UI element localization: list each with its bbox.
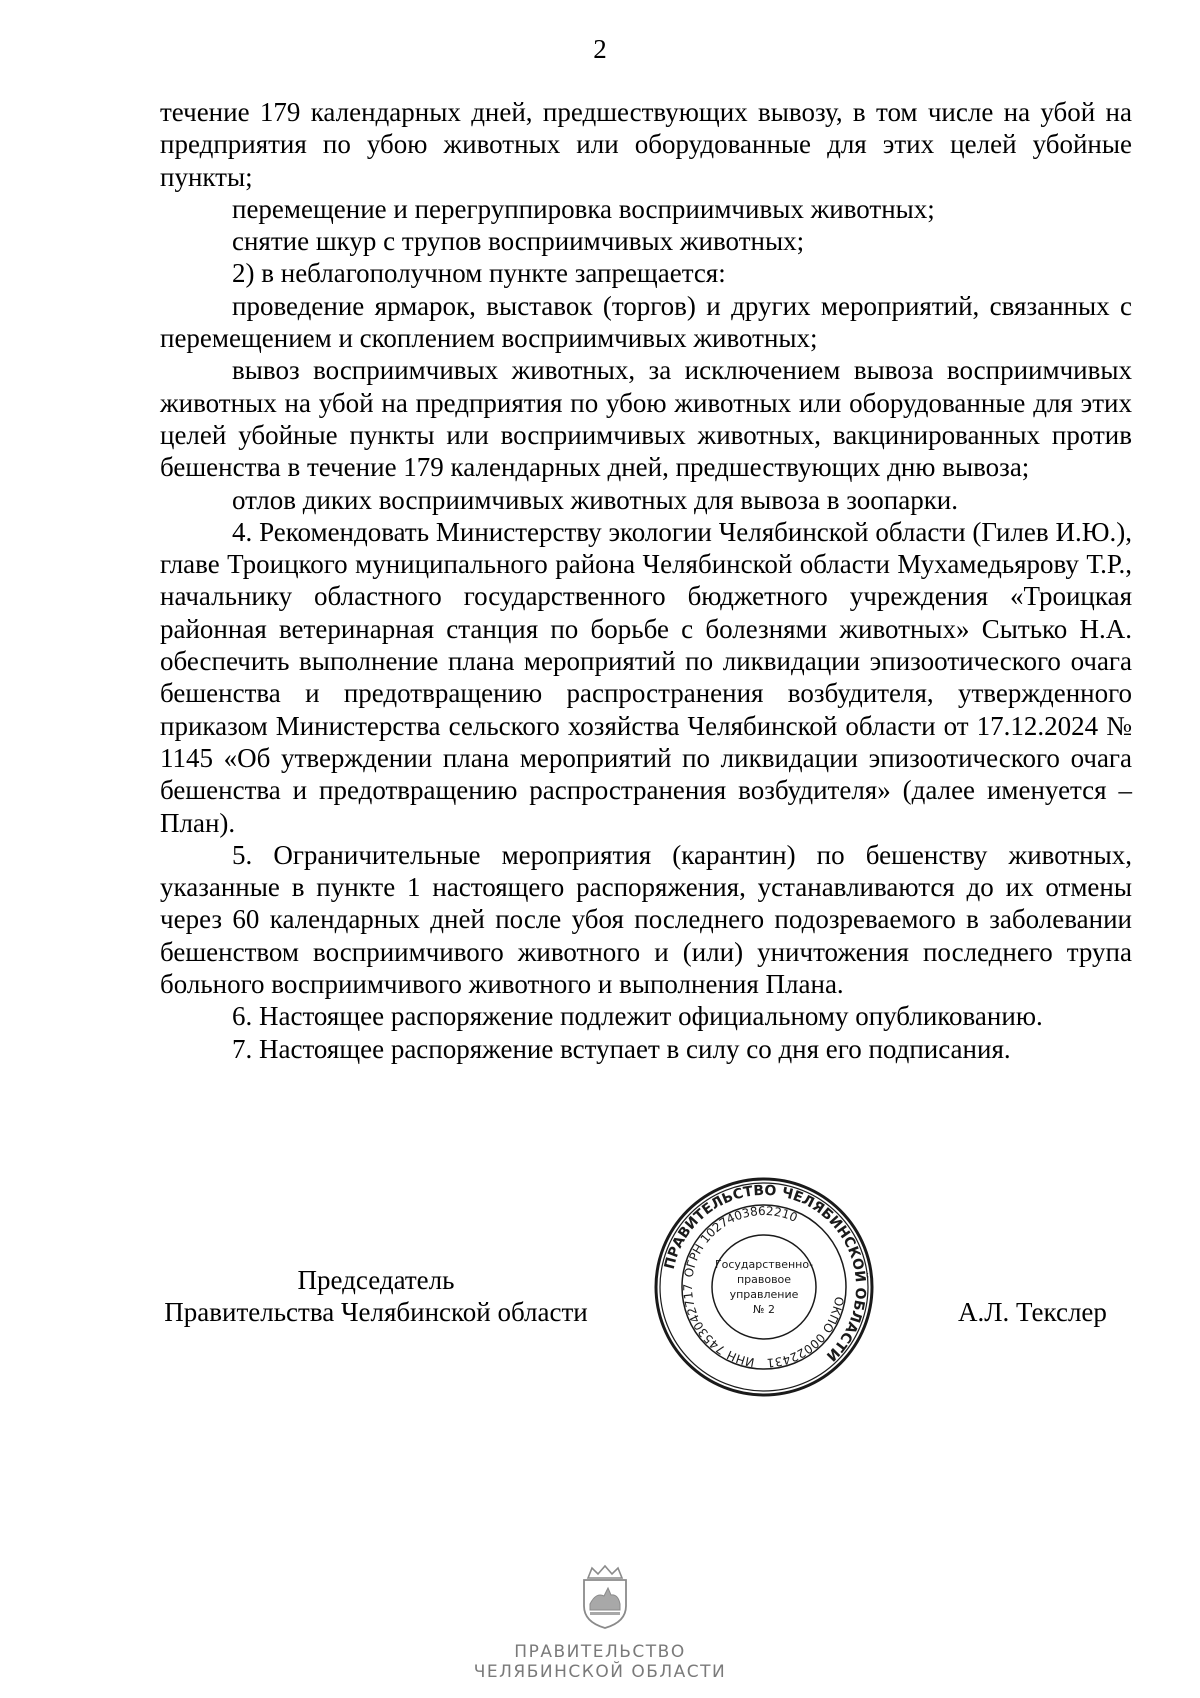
stamp-okpo: ОКПО 00022431 — [766, 1295, 847, 1371]
paragraph-export: вывоз восприимчивых животных, за исключением вывоза восприимчивых животных на убой на предприятия по убою животных или оборудованные для этих целей убойные пункты или восприимчивых животных, вакцинированных против бешенства в течение 179 календарных дней, предшествующих дню вывоза; — [160, 355, 1132, 483]
page-number: 2 — [593, 34, 607, 64]
stamp-center-line1: Государственно- — [714, 1258, 814, 1271]
paragraph-item-6: 6. Настоящее распоряжение подлежит официальному опубликованию. — [232, 1001, 1043, 1032]
paragraph-skinning: снятие шкур с трупов восприимчивых животных; — [232, 226, 805, 257]
signatory-name: А.Л. Текслер — [958, 1297, 1107, 1327]
paragraph-subitem-2: 2) в неблагополучном пункте запрещается: — [232, 258, 726, 289]
stamp-center-line2: правовое — [736, 1273, 792, 1286]
paragraph-continuation: течение 179 календарных дней, предшествующих вывозу, в том числе на убой на предприятия по убою животных или оборудованные для этих целей убойные пункты; — [160, 97, 1132, 192]
official-stamp — [653, 1176, 875, 1398]
paragraph-item-7: 7. Настоящее распоряжение вступает в силу со дня его подписания. — [232, 1033, 1011, 1064]
signatory-position-line2: Правительства Челябинской области — [164, 1297, 588, 1327]
stamp-center-line4: № 2 — [753, 1303, 775, 1316]
stamp-outer-text: ПРАВИТЕЛЬСТВО ЧЕЛЯБИНСКОЙ ОБЛАСТИ — [661, 1182, 869, 1364]
paragraph-item-4: 4. Рекомендовать Министерству экологии Челябинской области (Гилев И.Ю.), главе Троицкого муниципального района Челябинской области Мухамедьярову Т.Р., начальнику областного государственного бюджетного учреждения «Троицкая районная ветеринарная станция по борьбе с болезнями животных» Сытько Н.А. обеспечить выполнение плана мероприятий по ликвидации эпизоотического очага бешенства и предотвращению распространения возбудителя, утвержденного приказом Министерства сельского хозяйства Челябинской области от 17.12.2024 № 1145 «Об утверждении плана мероприятий по ликвидации эпизоотического очага бешенства и предотвращению распространения возбудителя» (далее именуется – План). — [160, 516, 1132, 838]
document-body — [160, 96, 1132, 1065]
signatory-position-line1: Председатель — [297, 1265, 455, 1295]
stamp-center-line3: управление — [729, 1288, 799, 1301]
paragraph-fairs: проведение ярмарок, выставок (торгов) и других мероприятий, связанных с перемещением и скоплением восприимчивых животных; — [160, 290, 1132, 354]
signatory-position — [156, 1264, 596, 1328]
paragraph-capture: отлов диких восприимчивых животных для вывоза в зоопарки. — [232, 484, 959, 515]
stamp-ogrn: ОГРН 1027403862210 — [681, 1203, 800, 1279]
paragraph-item-5: 5. Ограничительные мероприятия (карантин) по бешенству животных, указанные в пункте 1 настоящего распоряжения, устанавливаются до их отмены через 60 календарных дней после убоя последнего подозреваемого в заболевании бешенством восприимчивого животного и (или) уничтожения последнего трупа больного восприимчивого животного и выполнения Плана. — [160, 839, 1132, 1000]
stamp-inn: ИНН 7453042717 — [680, 1283, 756, 1370]
chelyabinsk-coat-of-arms-icon — [578, 1564, 632, 1630]
footer-org-line1: ПРАВИТЕЛЬСТВО — [514, 1642, 686, 1662]
footer-organization — [0, 1642, 1200, 1682]
paragraph-relocation: перемещение и перегруппировка восприимчивых животных; — [232, 193, 935, 224]
footer-org-line2: ЧЕЛЯБИНСКОЙ ОБЛАСТИ — [473, 1662, 727, 1682]
